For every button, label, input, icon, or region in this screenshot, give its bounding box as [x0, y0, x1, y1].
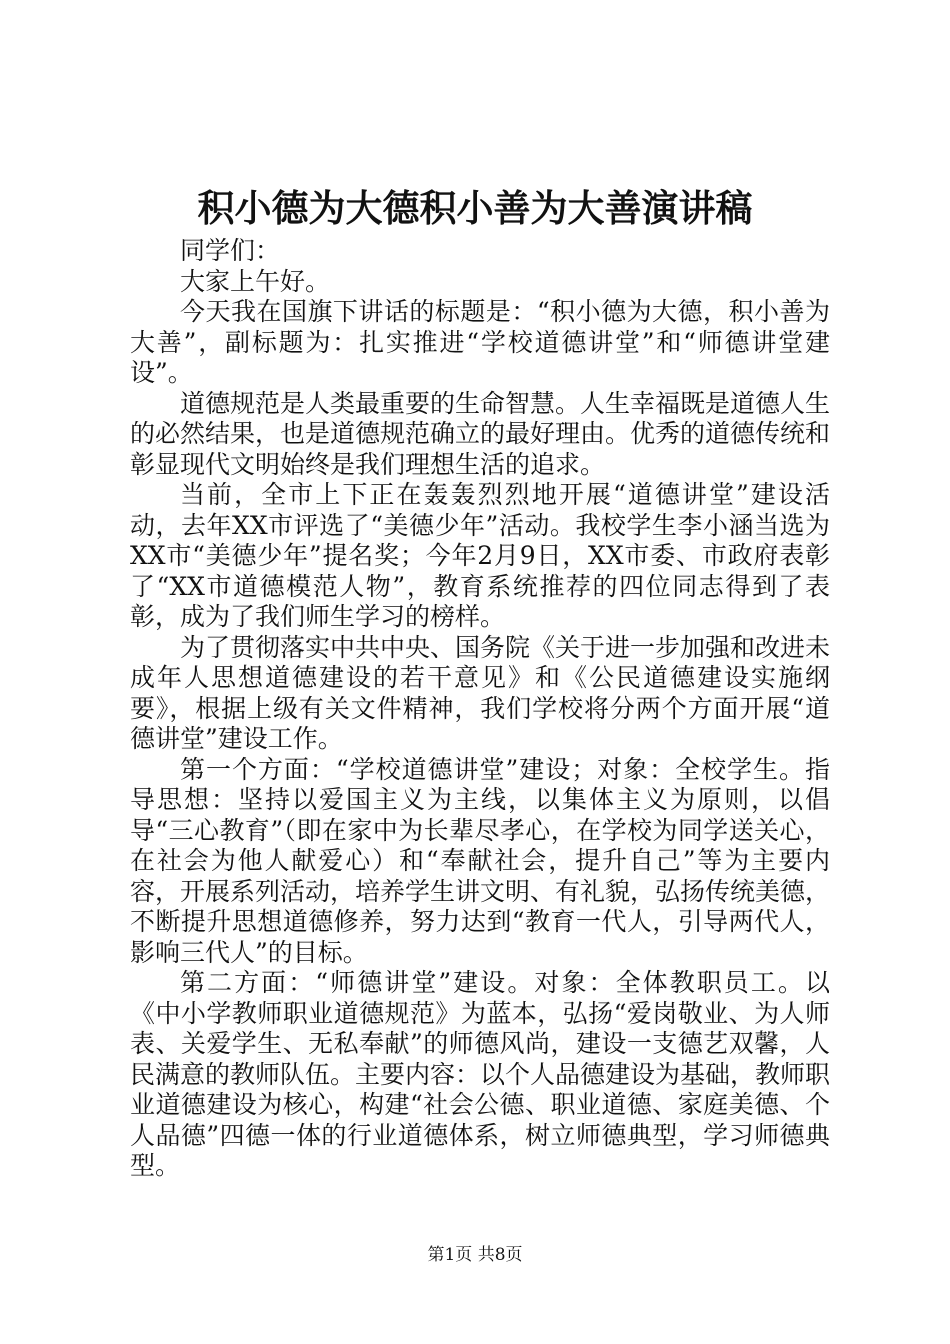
paragraph-aspect-two: 第二方面：“师德讲堂”建设。对象：全体教职员工。以《中小学教师职业道德规范》为蓝本，弘扬“爱岗敬业、为人师表、关爱学生、无私奉献”的师德风尚，建设一支德艺双馨，人民满意的教师队伍。主要内容：以个人品德建设为基础，教师职业道德建设为核心，构建“社会公德、职业道德、家庭美德、个人品德”四德一体的行业道德体系，树立师德典型，学习师德典型。: [130, 968, 831, 1180]
paragraph-implementation: 为了贯彻落实中共中央、国务院《关于进一步加强和改进未成年人思想道德建设的若干意见》和《公民道德建设实施纲要》，根据上级有关文件精神，我们学校将分两个方面开展“道德讲堂”建设工作。: [130, 632, 831, 753]
document-body: [130, 236, 830, 1182]
paragraph-current-activities: 当前，全市上下正在轰轰烈烈地开展“道德讲堂”建设活动，去年XX市评选了“美德少年”活动。我校学生李小涵当选为XX市“美德少年”提名奖；今年2月9日，XX市委、市政府表彰了“XX市道德模范人物”，教育系统推荐的四位同志得到了表彰，成为了我们师生学习的榜样。: [130, 480, 830, 631]
paragraph-aspect-one: 第一个方面：“学校道德讲堂”建设；对象：全校学生。指导思想：坚持以爱国主义为主线，以集体主义为原则，以倡导“三心教育”（即在家中为长辈尽孝心，在学校为同学送关心，在社会为他人献爱心）和“奉献社会，提升自己”等为主要内容，开展系列活动，培养学生讲文明、有礼貌，弘扬传统美德，不断提升思想道德修养，努力达到“教育一代人，引导两代人，影响三代人”的目标。: [130, 754, 831, 967]
paragraph-greeting: 同学们：: [180, 236, 281, 265]
paragraph-salutation: 大家上午好。: [180, 266, 331, 296]
page-number-footer: 第1页 共8页: [427, 1245, 523, 1265]
paragraph-moral-norms: 道德规范是人类最重要的生命智慧。人生幸福既是道德人生的必然结果，也是道德规范确立的最好理由。优秀的道德传统和彰显现代文明始终是我们理想生活的追求。: [130, 388, 831, 479]
document-title: 积小德为大德积小善为大善演讲稿: [197, 186, 753, 230]
paragraph-topic: 今天我在国旗下讲话的标题是：“积小德为大德，积小善为大善”，副标题为：扎实推进“学校道德讲堂”和“师德讲堂建设”。: [130, 297, 830, 387]
